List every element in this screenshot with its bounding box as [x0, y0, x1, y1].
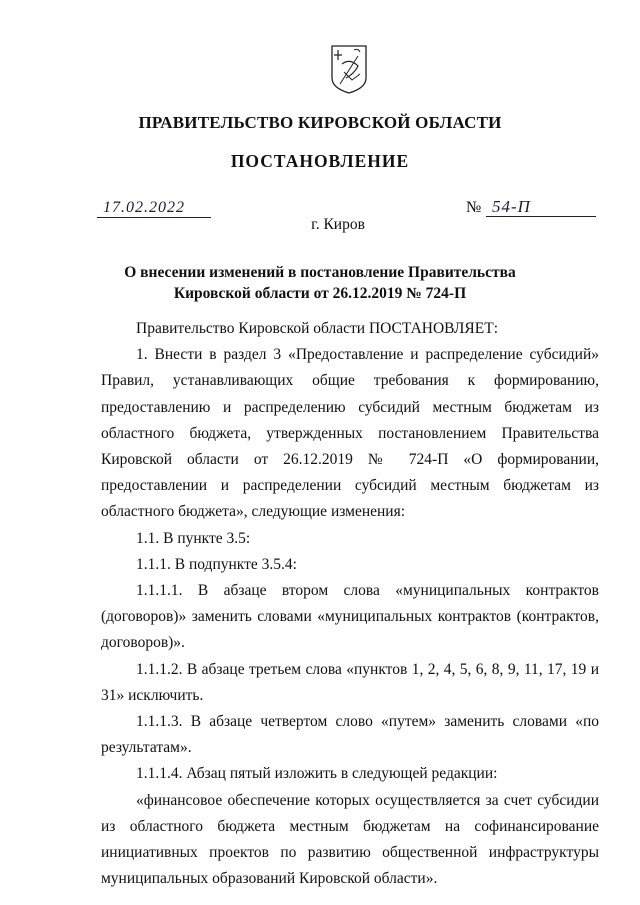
document-number — [486, 197, 596, 217]
paragraph-item-1-1-1-1: 1.1.1.1. В абзаце втором слова «муниципальных контрактов (договоров)» заменить словами «муниципальных контрактов (контрактов, договоров)». — [101, 582, 599, 652]
paragraph-item-1-1-1: 1.1.1. В подпункте 3.5.4: — [136, 555, 297, 573]
subject-line-1: О внесении изменений в постановление Правительства — [124, 264, 516, 281]
city: г. Киров — [311, 216, 365, 233]
document-number-value: 54-П — [492, 197, 531, 216]
subject-line-2: Кировской области от 26.12.2019 № 724-П — [173, 285, 467, 302]
document-body — [101, 316, 599, 892]
paragraph-item-1-1-1-4: 1.1.1.4. Абзац пятый изложить в следующей редакции: — [136, 765, 498, 783]
paragraph-item-1-1-1-3: 1.1.1.3. В абзаце четвертом слово «путем» заменить словами «по результатам». — [101, 713, 599, 757]
organization-title: ПРАВИТЕЛЬСТВО КИРОВСКОЙ ОБЛАСТИ — [138, 113, 502, 132]
kirov-coat-of-arms-icon — [330, 44, 368, 94]
paragraph-item-1-1: 1.1. В пункте 3.5: — [136, 529, 251, 547]
document-date: 17.02.2022 — [97, 198, 211, 218]
document-type: ПОСТАНОВЛЕНИЕ — [230, 151, 410, 171]
paragraph-quote: «финансовое обеспечение которых осуществляется за счет субсидии из областного бюджета местным бюджетам на софинансирование инициативных проектов по развитию общественной инфраструктуры муниципальных образований Кировской области». — [101, 791, 599, 888]
number-label: № — [466, 199, 482, 216]
paragraph-item-1: 1. Внести в раздел 3 «Предоставление и распределение субсидий» Правил, устанавливающих общие требования к формированию, предоставлению и распределению субсидий местным бюджетам из областного бюджета, утвержденных постановлением Правительства Кировской области от 26.12.2019 № 724-П «О формировании, предоставлении и распределении субсидий местным бюджетам из областного бюджета», следующие изменения: — [101, 346, 599, 521]
document-subject — [0, 262, 640, 304]
paragraph-item-1-1-1-2: 1.1.1.2. В абзаце третьем слова «пунктов 1, 2, 4, 5, 6, 8, 9, 11, 17, 19 и 31» исключить. — [101, 660, 599, 704]
preamble: Правительство Кировской области ПОСТАНОВЛЯЕТ: — [136, 320, 499, 337]
